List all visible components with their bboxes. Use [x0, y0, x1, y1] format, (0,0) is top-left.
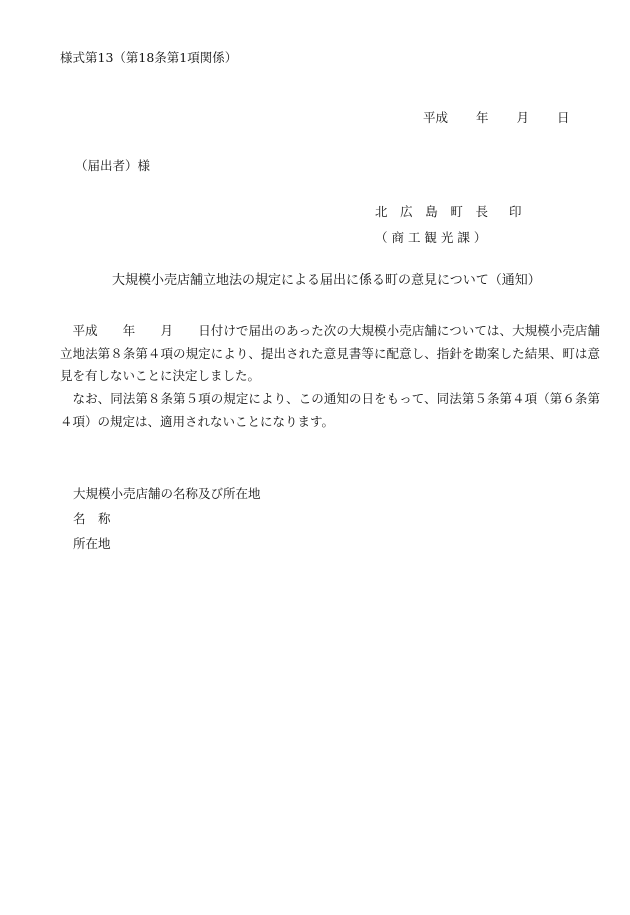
issuer-char: 北 — [375, 204, 388, 219]
issuer-department: （ 商 工 観 光 課 ） — [375, 230, 487, 245]
form-number: 様式第13（第18条第1項関係） — [60, 50, 238, 65]
issuer-char: 町 — [450, 204, 463, 219]
date-month-unit: 月 — [516, 110, 530, 125]
date-line — [423, 110, 570, 126]
date-era: 平成 — [423, 110, 449, 125]
issuer-char: 島 — [425, 204, 438, 219]
issuer-title — [375, 204, 488, 220]
seal-mark: 印 — [509, 204, 522, 219]
date-day-unit: 日 — [557, 110, 570, 125]
store-location-label: 所在地 — [73, 536, 111, 551]
document-title: 大規模小売店舗立地法の規定による届出に係る町の意見について（通知） — [112, 273, 541, 288]
issuer-char: 長 — [475, 204, 488, 219]
date-year-unit: 年 — [476, 110, 489, 125]
body-paragraph-2: なお、同法第８条第５項の規定により、この通知の日をもって、同法第５条第４項（第６条第４項）の規定は、適用されないことになります。 — [60, 391, 600, 429]
issuer-char: 広 — [400, 204, 413, 219]
addressee: （届出者）様 — [75, 158, 151, 173]
body-paragraph-1: 平成 年 月 日付けで届出のあった次の大規模小売店舗については、大規模小売店舗立地法第８条第４項の規定により、提出された意見書等に配意し、指針を勘案した結果、町は意見を有しないことに決定しました。 — [60, 323, 600, 383]
store-section-heading: 大規模小売店舗の名称及び所在地 — [73, 486, 261, 501]
store-name-label: 名 称 — [73, 511, 111, 526]
